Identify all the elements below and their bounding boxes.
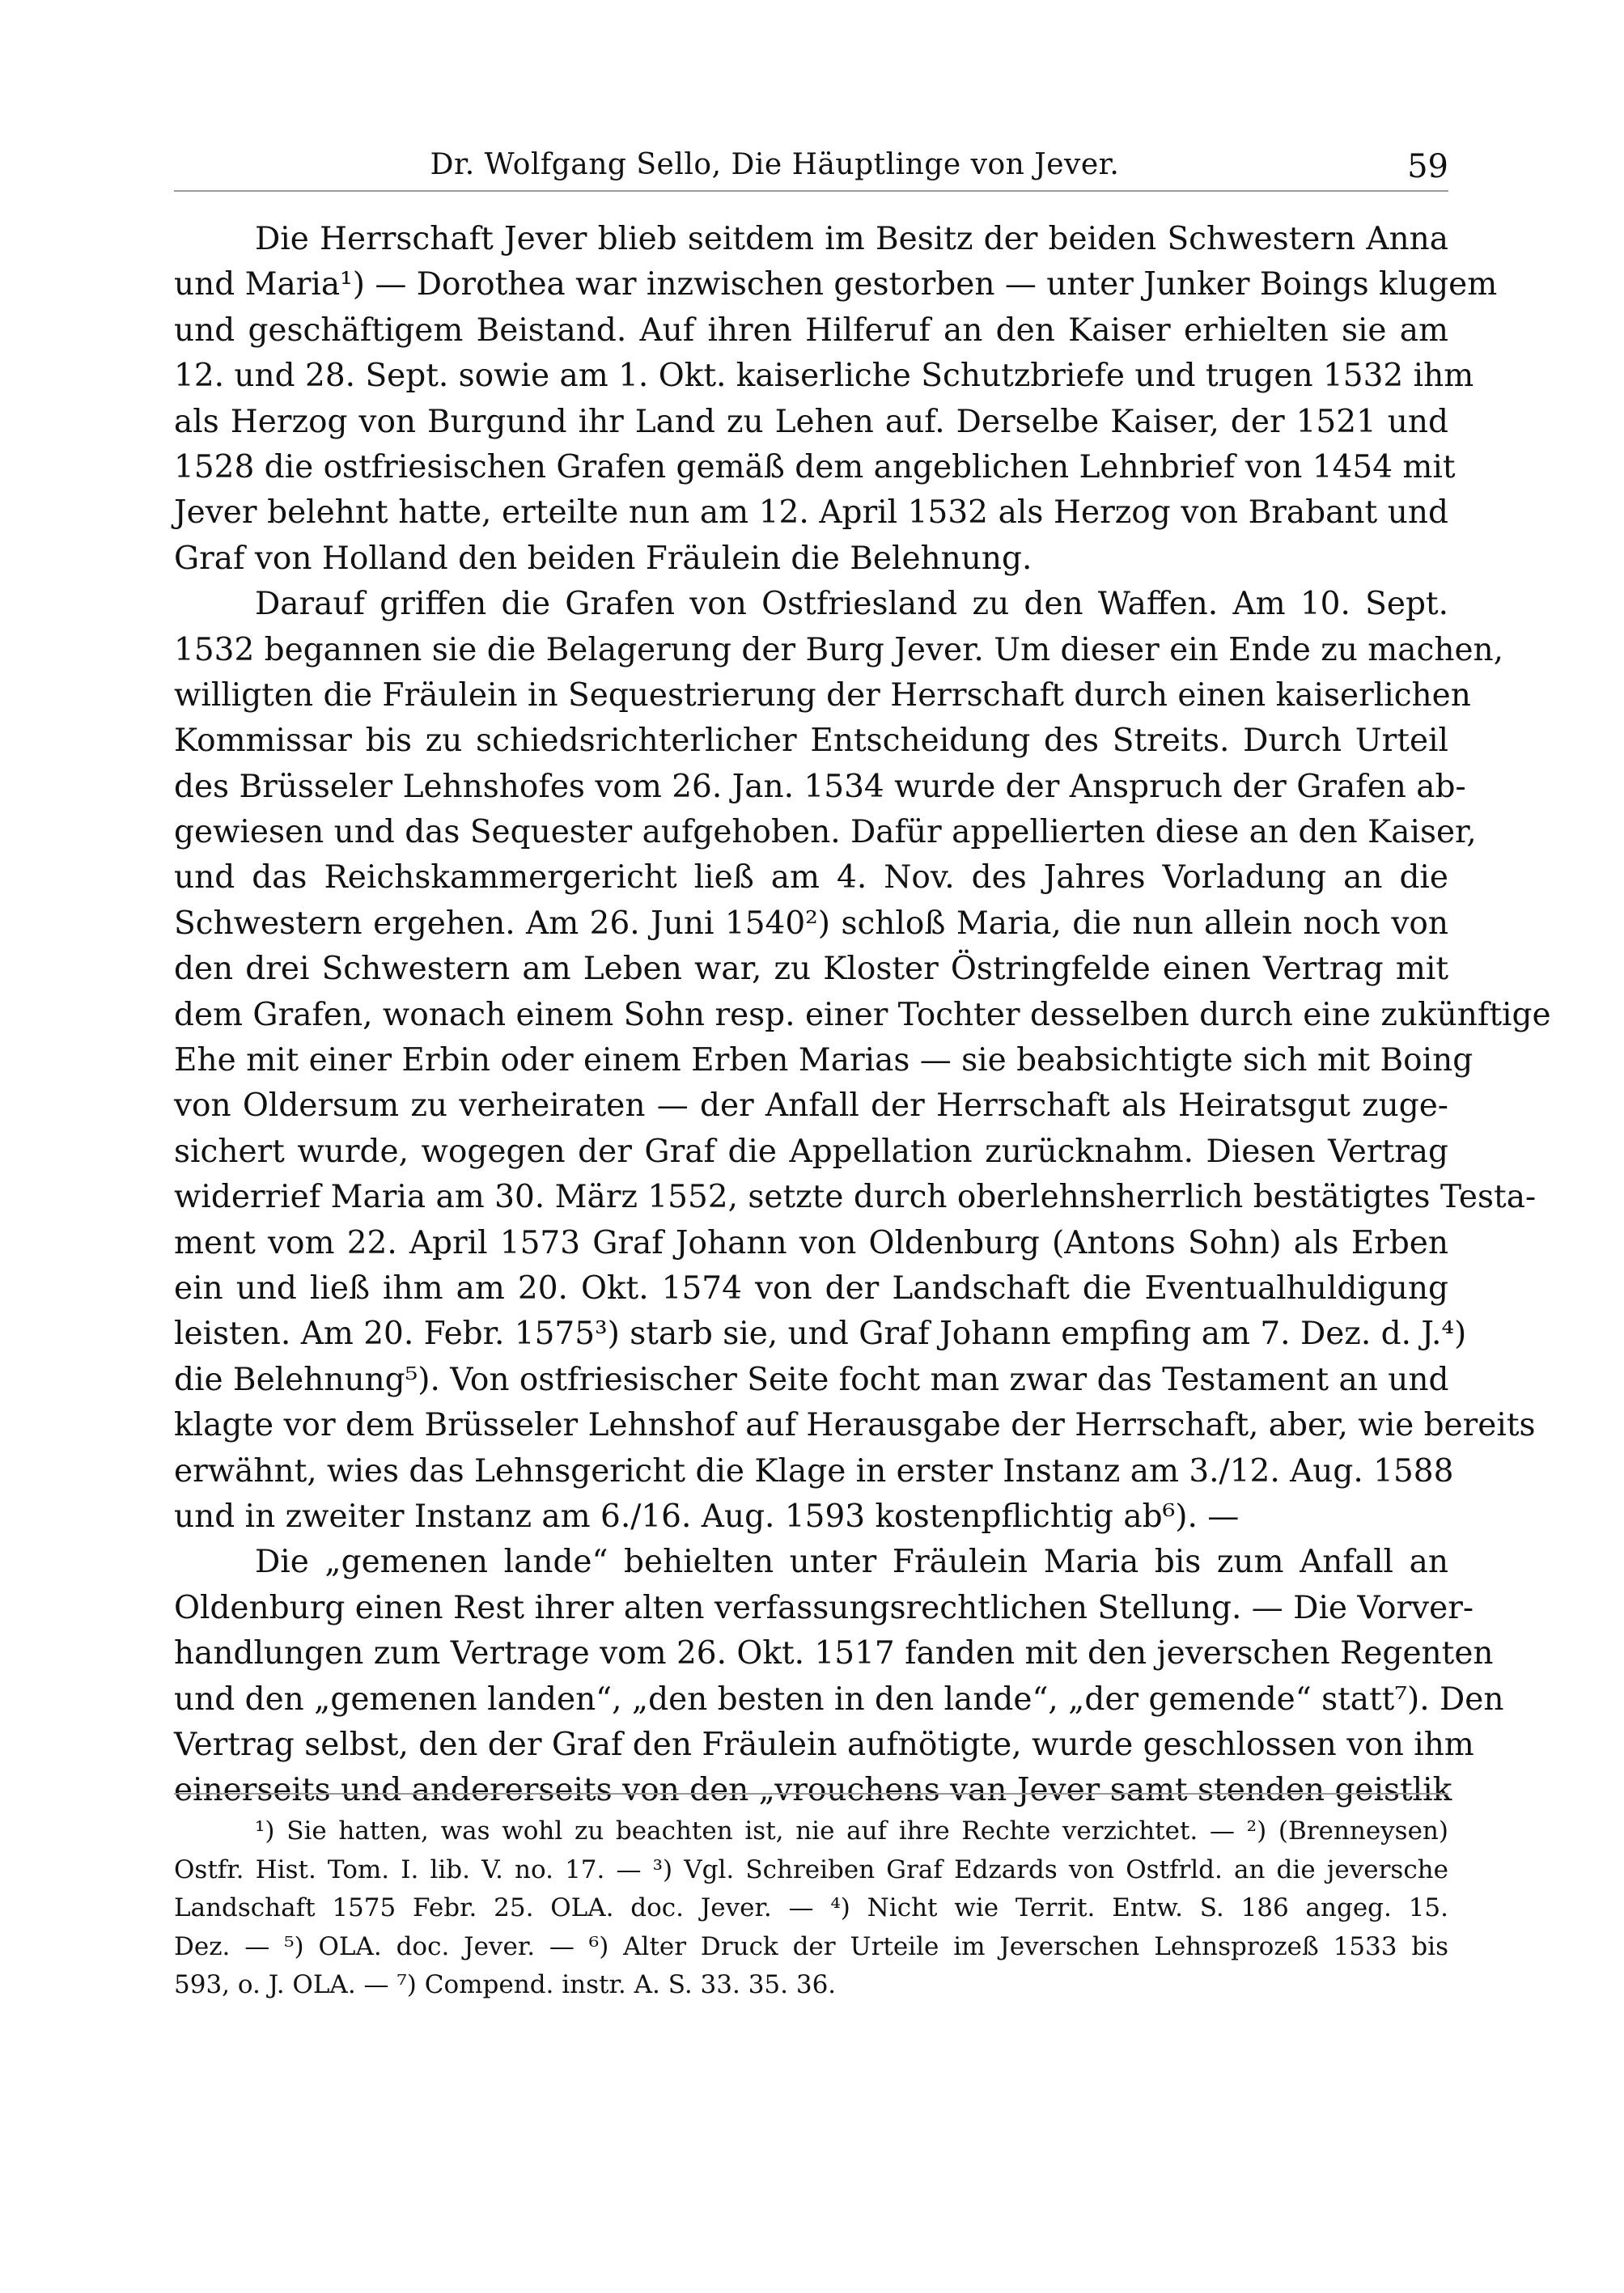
body-line: Kommissar bis zu schiedsrichterlicher Entscheidung des Streits. Durch Urteil bbox=[174, 723, 1448, 760]
body-line: Jever belehnt hatte, erteilte nun am 12. April 1532 als Herzog von Brabant und bbox=[174, 494, 1448, 532]
body-line: und das Reichskammergericht ließ am 4. Nov. des Jahres Vorladung an die bbox=[174, 859, 1448, 896]
body-line: und in zweiter Instanz am 6./16. Aug. 1593 kostenpflichtig ab⁶). — bbox=[174, 1498, 1240, 1535]
body-line: klagte vor dem Brüsseler Lehnshof auf Herausgabe der Herrschaft, aber, wie bereits bbox=[174, 1407, 1536, 1444]
page-number: 59 bbox=[1407, 148, 1448, 185]
body-line: widerrief Maria am 30. März 1552, setzte durch oberlehnsherrlich bestätigtes Testa- bbox=[174, 1179, 1537, 1216]
body-line: und geschäftigem Beistand. Auf ihren Hilferuf an den Kaiser erhielten sie am bbox=[174, 312, 1448, 349]
footnote-line: 593, o. J. OLA. — ⁷) Compend. instr. A. S. 33. 35. 36. bbox=[174, 1970, 837, 1999]
body-line: ment vom 22. April 1573 Graf Johann von Oldenburg (Antons Sohn) als Erben bbox=[174, 1224, 1448, 1261]
header-rule bbox=[174, 190, 1448, 192]
body-text bbox=[174, 217, 1551, 1814]
footnote-line: ¹) Sie hatten, was wohl zu beachten ist, nie auf ihre Rechte verzichtet. — ²) (Brenneysen) bbox=[255, 1816, 1448, 1846]
footnote-line: Landschaft 1575 Febr. 25. OLA. doc. Jever. — ⁴) Nicht wie Territ. Entw. S. 186 angeg. 15. bbox=[174, 1893, 1448, 1922]
body-line: handlungen zum Vertrage vom 26. Okt. 1517 fanden mit den jeverschen Regenten bbox=[174, 1635, 1494, 1672]
body-line: Ehe mit einer Erbin oder einem Erben Marias — sie beabsichtigte sich mit Boing bbox=[174, 1042, 1473, 1079]
body-line: sichert wurde, wogegen der Graf die Appellation zurücknahm. Diesen Vertrag bbox=[174, 1133, 1448, 1170]
footnote-line: Dez. — ⁵) OLA. doc. Jever. — ⁶) Alter Druck der Urteile im Jeverschen Lehnsprozeß 1533 bis bbox=[174, 1931, 1448, 1961]
body-line: leisten. Am 20. Febr. 1575³) starb sie, und Graf Johann empfing am 7. Dez. d. J.⁴) bbox=[174, 1316, 1467, 1353]
body-line: Graf von Holland den beiden Fräulein die Belehnung. bbox=[174, 540, 1032, 577]
body-line: dem Grafen, wonach einem Sohn resp. einer Tochter desselben durch eine zukünftige bbox=[174, 996, 1551, 1033]
body-line: und den „gemenen landen“, „den besten in den lande“, „der gemende“ statt⁷). Den bbox=[174, 1681, 1504, 1718]
body-line: Schwestern ergehen. Am 26. Juni 1540²) schloß Maria, die nun allein noch von bbox=[174, 905, 1448, 942]
body-line: Darauf griffen die Grafen von Ostfriesland zu den Waffen. Am 10. Sept. bbox=[255, 586, 1448, 623]
body-line: Oldenburg einen Rest ihrer alten verfassungsrechtlichen Stellung. — Die Vorver- bbox=[174, 1589, 1474, 1626]
footnote-line: Ostfr. Hist. Tom. I. lib. V. no. 17. — ³) Vgl. Schreiben Graf Edzards von Ostfrld. an die jeversche bbox=[174, 1854, 1448, 1884]
running-title: Dr. Wolfgang Sello, Die Häuptlinge von Jever. bbox=[430, 148, 1120, 181]
body-line: ein und ließ ihm am 20. Okt. 1574 von der Landschaft die Eventualhuldigung bbox=[174, 1269, 1448, 1307]
footnote-rule bbox=[174, 1793, 1448, 1795]
body-line: einerseits und andererseits von den „vrouchens van Jever samt stenden geistlik bbox=[174, 1772, 1452, 1809]
body-line: Die Herrschaft Jever blieb seitdem im Besitz der beiden Schwestern Anna bbox=[255, 221, 1448, 257]
body-line: und Maria¹) — Dorothea war inzwischen gestorben — unter Junker Boings klugem bbox=[174, 266, 1498, 303]
body-line: 1528 die ostfriesischen Grafen gemäß dem angeblichen Lehnbrief von 1454 mit bbox=[174, 448, 1456, 485]
body-line: von Oldersum zu verheiraten — der Anfall der Herrschaft als Heiratsgut zuge- bbox=[174, 1087, 1448, 1125]
body-line: willigten die Fräulein in Sequestrierung der Herrschaft durch einen kaiserlichen bbox=[174, 676, 1471, 714]
body-line: als Herzog von Burgund ihr Land zu Lehen auf. Derselbe Kaiser, der 1521 und bbox=[174, 403, 1448, 440]
body-line: des Brüsseler Lehnshofes vom 26. Jan. 1534 wurde der Anspruch der Grafen ab- bbox=[174, 768, 1466, 805]
footnotes bbox=[174, 1812, 1448, 2005]
body-line: Die „gemenen lande“ behielten unter Fräulein Maria bis zum Anfall an bbox=[255, 1544, 1448, 1581]
body-line: 1532 begannen sie die Belagerung der Burg Jever. Um dieser ein Ende zu machen, bbox=[174, 631, 1504, 668]
body-line: Vertrag selbst, den der Graf den Fräulein aufnötigte, wurde geschlossen von ihm bbox=[174, 1726, 1474, 1763]
running-head bbox=[174, 148, 1448, 189]
body-line: die Belehnung⁵). Von ostfriesischer Seite focht man zwar das Testament an und bbox=[174, 1361, 1449, 1398]
body-line: 12. und 28. Sept. sowie am 1. Okt. kaiserliche Schutzbriefe und trugen 1532 ihm bbox=[174, 358, 1474, 395]
body-line: gewiesen und das Sequester aufgehoben. Dafür appellierten diese an den Kaiser, bbox=[174, 814, 1477, 851]
body-line: erwähnt, wies das Lehnsgericht die Klage in erster Instanz am 3./12. Aug. 1588 bbox=[174, 1452, 1454, 1490]
body-line: den drei Schwestern am Leben war, zu Kloster Östringfelde einen Vertrag mit bbox=[174, 951, 1448, 988]
